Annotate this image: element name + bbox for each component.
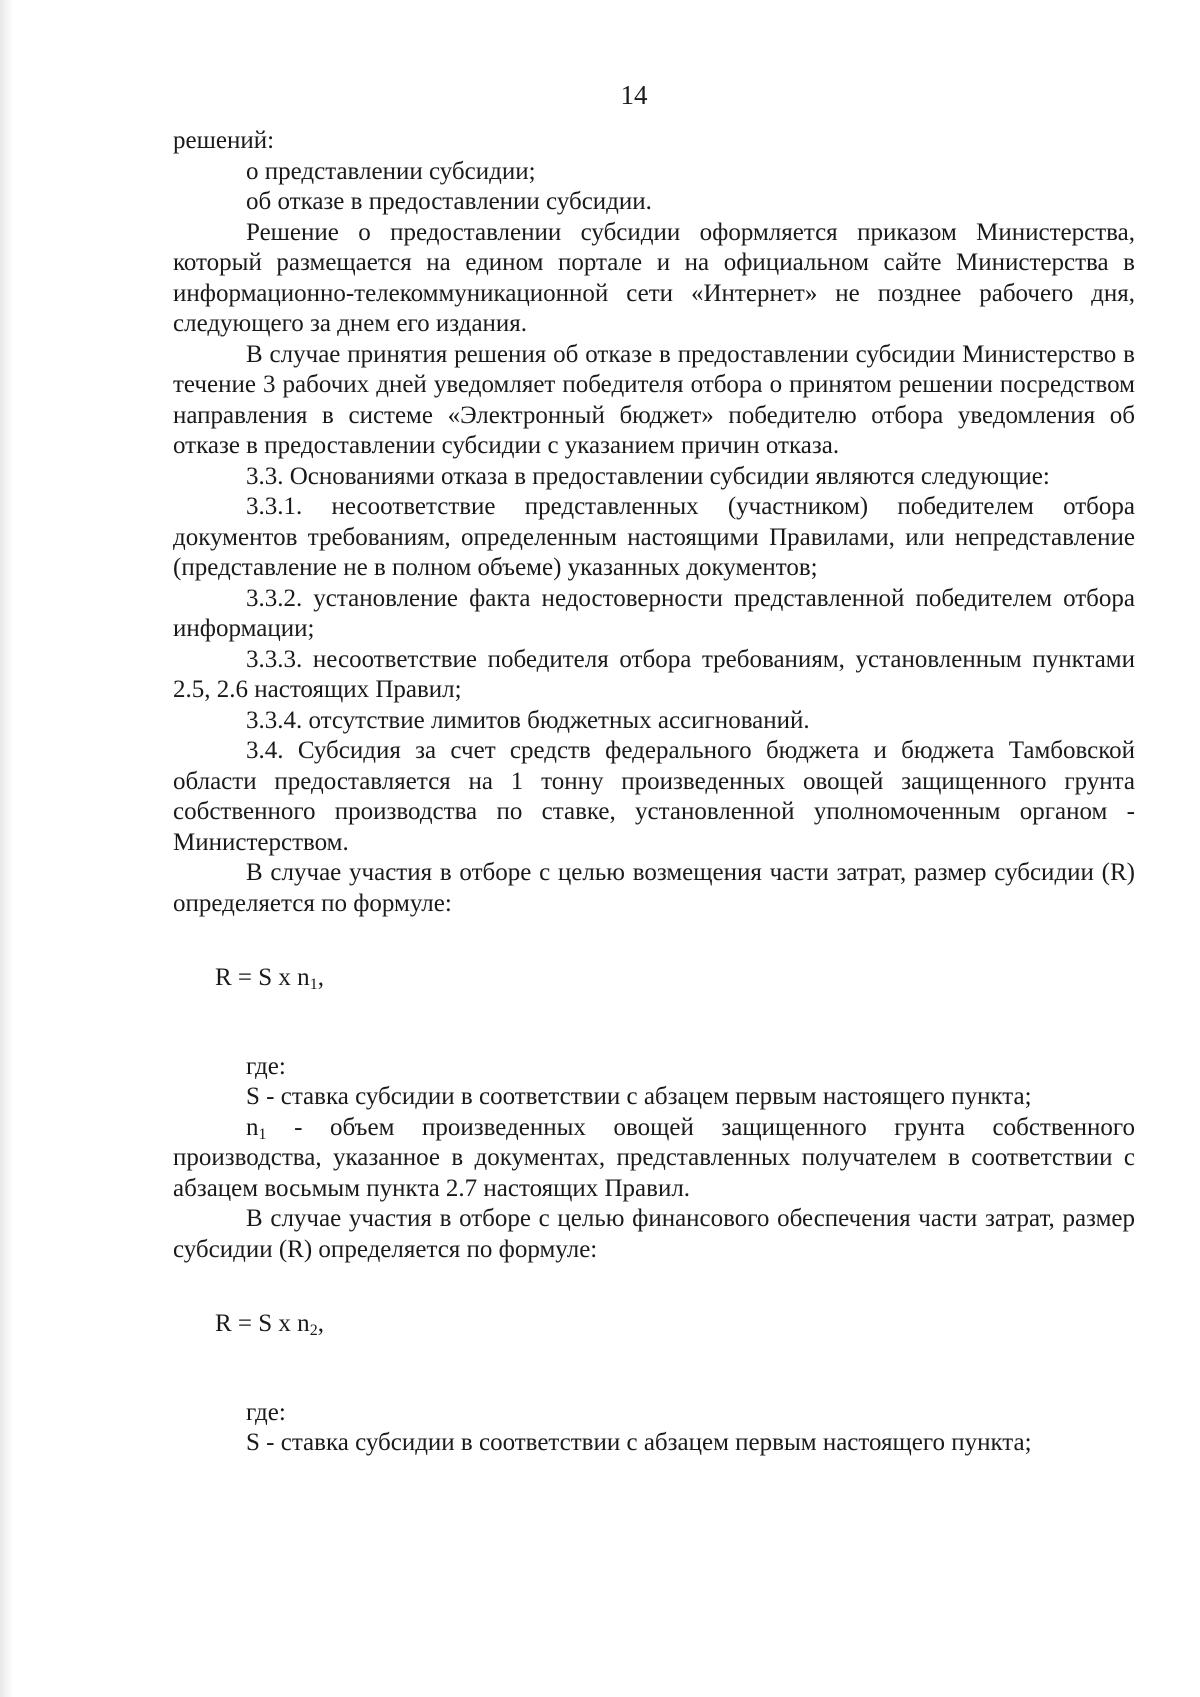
formula-financing: R = S x $n_2$, [215, 1310, 324, 1339]
formula-compensation: R = S x $n_1$, [215, 964, 324, 993]
where-label-1: где: [246, 1052, 286, 1080]
scan-edge-shadow [0, 0, 14, 1697]
clause-3-3-4: 3.3.4. отсутствие лимитов бюджетных ассигнований. [246, 706, 810, 734]
list-item-grant-decision: о представлении субсидии; [246, 157, 536, 185]
definition-s-2: S - ставка субсидии в соответствии с абзацем первым настоящего пункта; [246, 1429, 1032, 1456]
definition-s-1: S - ставка субсидии в соответствии с абзацем первым настоящего пункта; [246, 1083, 1032, 1110]
page-number: 14 [620, 80, 648, 110]
paragraph-decision-order: Решение о предоставлении субсидии оформляется приказом Министерства, который размещается на едином портале и на официальном сайте Министерства в информационно-телекоммуникационной сети «Интернет» не позднее рабочего дня, следующего за днем его издания. [173, 218, 1135, 337]
paragraph-financing-formula-intro: В случае участия в отборе с целью финансового обеспечения части затрат, размер субсидии (R) определяется по формуле: [173, 1205, 1135, 1263]
document-body [173, 126, 1135, 1459]
clause-3-3-1: 3.3.1. несоответствие представленных (участником) победителем отбора документов требованиям, определенным настоящими Правилами, или непредставление (представление не в полном объеме) указанных документов; [173, 493, 1135, 581]
clause-3-3-2: 3.3.2. установление факта недостоверности представленной победителем отбора информации; [173, 584, 1135, 642]
list-item-refusal-decision: об отказе в предоставлении субсидии. [246, 188, 652, 215]
paragraph-compensation-formula-intro: В случае участия в отборе с целью возмещения части затрат, размер субсидии (R) определяется по формуле: [173, 859, 1135, 917]
clause-3-4: 3.4. Субсидия за счет средств федерального бюджета и бюджета Тамбовской области предоставляется на 1 тонну произведенных овощей защищенного грунта собственного производства по ставке, установленной уполномоченным органом - Министерством. [173, 737, 1135, 856]
clause-3-3-3: 3.3.3. несоответствие победителя отбора требованиям, установленным пунктами 2.5, 2.6 настоящих Правил; [173, 645, 1135, 703]
clause-3-3: 3.3. Основаниями отказа в предоставлении субсидии являются следующие: [246, 462, 1050, 490]
paragraph-decisions-cont: решений: [173, 127, 275, 154]
definition-n1: $n_1$ - объем произведенных овощей защищенного грунта собственного производства, указанное в документах, представленных получателем в соответствии с абзацем восьмым пункта 2.7 настоящих Правил. [173, 1113, 1135, 1202]
paragraph-refusal-notice: В случае принятия решения об отказе в предоставлении субсидии Министерство в течение 3 рабочих дней уведомляет победителя отбора о принятом решении посредством направления в системе «Электронный бюджет» победителю отбора уведомления об отказе в предоставлении субсидии с указанием причин отказа. [173, 340, 1135, 459]
where-label-2: где: [246, 1398, 286, 1426]
